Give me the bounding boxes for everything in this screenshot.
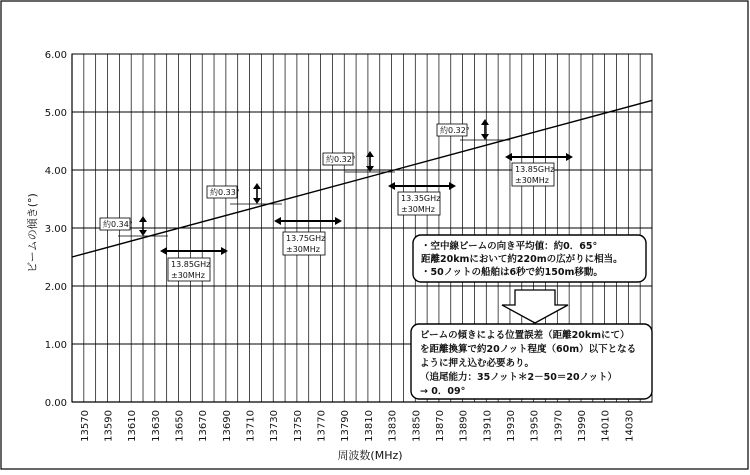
info-box-1-text: 距離20kmにおいて約220mの広がりに相当。: [421, 254, 623, 265]
info-box-2: [411, 324, 652, 399]
y-tick-label: 6.00: [44, 50, 67, 61]
x-tick-label: 13850: [411, 410, 423, 442]
x-tick-label: 13870: [434, 410, 446, 442]
y-tick-label: 3.00: [44, 224, 67, 235]
x-tick-label: 13830: [387, 410, 399, 442]
label-text: ±30MHz: [515, 176, 549, 185]
info-box-1-text: ・50ノットの船舶は6秒で約150m移動。: [421, 267, 603, 278]
x-tick-label: 13990: [576, 410, 588, 442]
y-tick-label: 4.00: [44, 166, 67, 177]
x-tick-label: 13910: [482, 410, 494, 442]
x-tick-label: 13730: [269, 410, 281, 442]
angle-label: [100, 218, 133, 230]
x-tick-label: 13570: [79, 410, 91, 442]
label-text: 約0.34°: [103, 220, 133, 229]
x-tick-label: 13690: [221, 410, 233, 442]
info-box-2-text: ように押え込む必要あり。: [420, 358, 535, 369]
info-box-2-text: → 0．09°: [420, 386, 466, 397]
label-text: 13.85GHz: [171, 260, 211, 269]
x-tick-label: 13950: [529, 410, 541, 442]
x-tick-label: 14030: [624, 410, 636, 442]
y-axis-label: ビームの傾き(°): [26, 193, 39, 273]
info-box-1-text: ・空中線ビームの向き平均値：約0．65°: [421, 241, 598, 252]
label-text: 約0.32°: [440, 126, 470, 135]
x-tick-label: 13670: [198, 410, 210, 442]
x-tick-label: 13930: [505, 410, 517, 442]
label-text: 約0.32°: [326, 155, 356, 164]
x-tick-label: 13710: [245, 410, 257, 442]
x-tick-label: 14010: [600, 410, 612, 442]
info-box-2-text: を距離換算で約20ノット程度（60m）以下となる: [420, 344, 637, 355]
x-tick-label: 13790: [340, 410, 352, 442]
x-tick-label: 13970: [553, 410, 565, 442]
label-text: ±30MHz: [401, 205, 435, 214]
label-text: ±30MHz: [171, 271, 205, 280]
label-text: 13.35GHz: [401, 194, 441, 203]
x-tick-label: 13590: [103, 410, 115, 442]
y-tick-label: 2.00: [44, 282, 67, 293]
y-tick-label: 0.00: [44, 398, 67, 409]
band-label: [512, 163, 554, 186]
angle-label: [437, 124, 470, 136]
angle-label: [207, 186, 240, 198]
y-tick-label: 5.00: [44, 108, 67, 119]
x-tick-label: 13890: [458, 410, 470, 442]
label-text: 13.75GHz: [286, 234, 326, 243]
band-label: [168, 258, 210, 281]
band-label: [398, 192, 440, 215]
label-text: 約0.33°: [210, 188, 240, 197]
x-tick-label: 13770: [316, 410, 328, 442]
x-tick-label: 13750: [292, 410, 304, 442]
info-box-2-text: （追尾能力：35ノット＊2－50＝20ノット）: [420, 372, 617, 383]
x-tick-label: 13650: [174, 410, 186, 442]
band-label: [283, 232, 325, 255]
y-tick-label: 1.00: [44, 340, 67, 351]
x-tick-label: 13630: [150, 410, 162, 442]
info-box-1: [413, 235, 646, 282]
x-tick-label: 13810: [363, 410, 375, 442]
label-text: ±30MHz: [286, 245, 320, 254]
info-box-2-text: ビームの傾きによる位置誤差（距離20kmにて）: [420, 330, 630, 341]
label-text: 13.85GHz: [515, 165, 555, 174]
x-tick-label: 13610: [127, 410, 139, 442]
x-axis-label: 周波数(MHz): [337, 449, 403, 462]
angle-label: [323, 153, 356, 165]
